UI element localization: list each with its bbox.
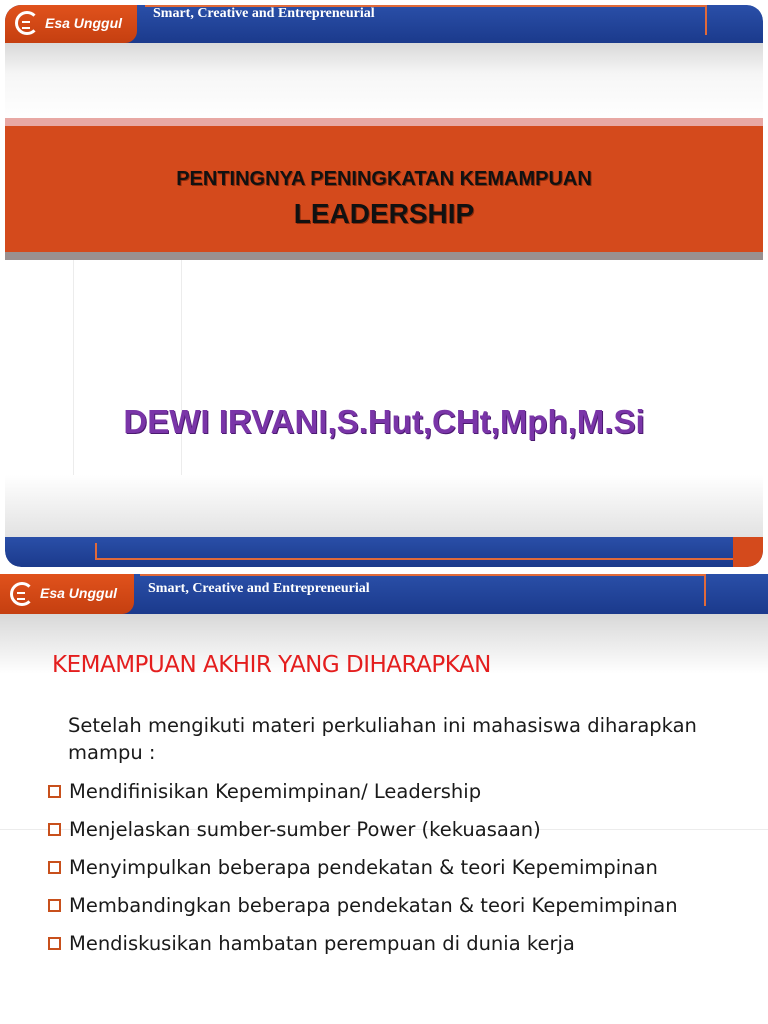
slide-title	[5, 5, 763, 567]
slide-title-line1: PENTINGNYA PENINGKATAN KEMAMPUAN	[176, 168, 592, 190]
brand-name: Esa Unggul	[40, 585, 118, 601]
author-name: DEWI IRVANI,S.Hut,CHt,Mph,M.Si	[123, 403, 645, 440]
header-accent-line-vertical	[705, 5, 707, 35]
header-accent-line	[140, 574, 706, 576]
brand-name: Esa Unggul	[45, 15, 123, 31]
brand-logo	[0, 574, 134, 614]
checkbox-bullet-icon	[48, 823, 61, 836]
slide-title-line2: LEADERSHIP	[293, 198, 475, 229]
slide-footer	[5, 537, 763, 567]
logo-icon	[15, 11, 39, 35]
checkbox-bullet-icon	[48, 785, 61, 798]
brand-tagline: Smart, Creative and Entrepreneurial	[153, 6, 375, 21]
objectives-list	[48, 777, 758, 967]
slide-header	[0, 574, 768, 614]
list-item: Mendiskusikan hambatan perempuan di dunia kerja	[48, 929, 758, 959]
logo-icon	[10, 582, 34, 606]
checkbox-bullet-icon	[48, 899, 61, 912]
header-accent-line-vertical	[704, 574, 706, 606]
objectives-intro: Setelah mengikuti materi perkuliahan ini mahasiswa diharapkan mampu :	[68, 714, 697, 764]
list-item: Menyimpulkan beberapa pendekatan & teori Kepemimpinan	[48, 853, 758, 883]
checkbox-bullet-icon	[48, 937, 61, 950]
list-item: Menjelaskan sumber-sumber Power (kekuasaan)	[48, 815, 758, 845]
list-item: Membandingkan beberapa pendekatan & teori Kepemimpinan	[48, 891, 758, 921]
brand-tagline: Smart, Creative and Entrepreneurial	[148, 581, 370, 596]
slide-objectives	[0, 574, 768, 1024]
checkbox-bullet-icon	[48, 861, 61, 874]
slide-header	[5, 5, 763, 43]
brand-logo	[5, 5, 137, 43]
list-item: Mendifinisikan Kepemimpinan/ Leadership	[48, 777, 758, 807]
objectives-title: KEMAMPUAN AKHIR YANG DIHARAPKAN	[52, 652, 491, 678]
